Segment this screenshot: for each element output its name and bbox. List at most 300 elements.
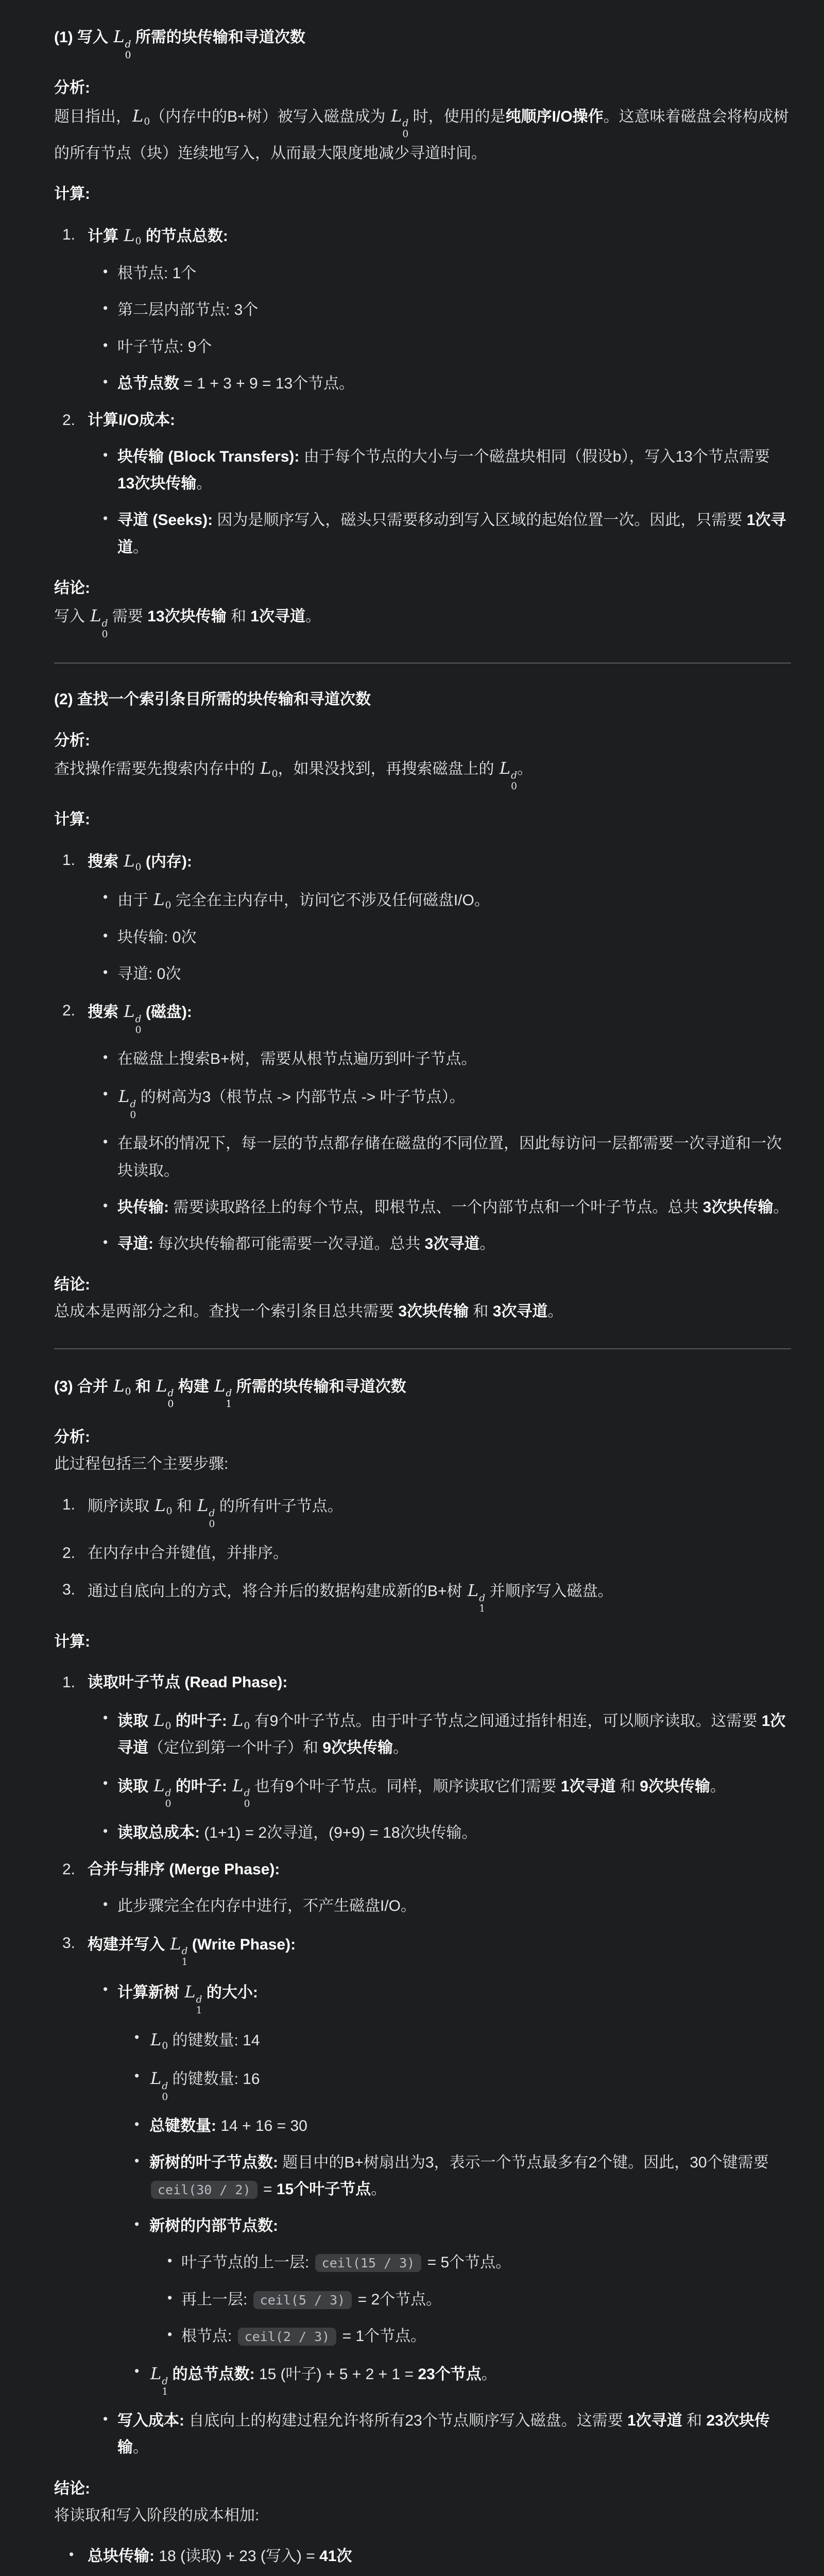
bold-text: 41次 (319, 2548, 352, 2565)
list-item (117, 2360, 791, 2398)
text-run: 此过程包括三个主要步骤: (54, 1455, 229, 1473)
list-number: 1. (62, 1674, 76, 1691)
math-subscript: 0 (165, 1799, 171, 1810)
math-subscript: 1 (196, 2005, 202, 2016)
math-base: L (124, 226, 135, 246)
text-run: 在内存中合并键值，并排序。 (88, 1544, 288, 1562)
list-item (117, 2113, 791, 2140)
bullet-list (88, 1893, 791, 1920)
bullet-icon: • (103, 889, 108, 905)
math-expression (183, 1981, 202, 2016)
bold-text: 计算: (54, 1633, 90, 1651)
bold-text: 计算: (54, 811, 90, 828)
list-item (54, 1540, 791, 1567)
math-subscript: 0 (135, 861, 142, 873)
text-run: 因为是顺序写入，磁头只需要移动到写入区域的起始位置一次。因此，只需要 (213, 512, 747, 529)
math-base: L (124, 1002, 135, 1022)
bold-text: 寻道: (117, 1235, 153, 1252)
bold-text: 1次寻道 (117, 1712, 786, 1757)
list-item-text (117, 265, 196, 282)
list-item (88, 1772, 791, 1810)
list-item-text (88, 1496, 343, 1530)
list-item (88, 1130, 791, 1184)
bold-text: 分析: (54, 1428, 90, 1446)
math-superscript: d (226, 1388, 232, 1399)
math-scripts (402, 118, 408, 140)
math-subscript: 0 (144, 116, 150, 127)
bold-text: 读取 (117, 1777, 153, 1795)
bullet-icon: • (103, 1896, 108, 1912)
math-subscript: 0 (162, 2040, 168, 2052)
text-run: 。 (371, 2180, 387, 2198)
bold-text: 的总节点数: (168, 2365, 255, 2383)
list-item-text (117, 338, 212, 355)
math-expression (152, 1710, 171, 1730)
bold-text: 15个叶子节点 (276, 2180, 371, 2198)
bold-text: 9次块传输 (640, 1777, 710, 1795)
paragraph (54, 1272, 791, 1325)
bold-text: 新树的叶子节点数: (149, 2154, 278, 2171)
text-run: = 2个节点。 (353, 2291, 442, 2308)
list-item (54, 1577, 791, 1615)
math-base: L (150, 2030, 162, 2050)
text-run: 由于 (117, 892, 153, 909)
list-item (88, 297, 791, 324)
math-scripts (181, 1946, 188, 1968)
math-superscript: d (402, 118, 409, 129)
math-expression (131, 106, 150, 126)
math-scripts (101, 619, 108, 640)
list-item-text (117, 1897, 416, 1914)
bold-text: 计算新树 (117, 1984, 184, 2001)
bold-text: 的大小: (202, 1984, 258, 2001)
text-run: 。 (133, 2439, 148, 2456)
bold-text: 计算 (88, 228, 123, 245)
text-run (227, 1778, 231, 1795)
list-item (88, 260, 791, 287)
math-scripts (196, 1995, 202, 2016)
list-item-text (117, 1199, 788, 1216)
text-run: (3) 合并 (54, 1378, 113, 1395)
text-run: 块传输: 0次 (117, 929, 197, 946)
list-item (117, 2213, 791, 2350)
math-expression (169, 1934, 188, 1968)
paragraph (54, 2476, 791, 2529)
text-run: 15 (叶子) + 5 + 2 + 1 = (254, 2365, 418, 2383)
math-superscript: d (511, 770, 518, 782)
bold-text: 9次块传输 (322, 1739, 393, 1757)
math-superscript: d (196, 1994, 202, 2005)
list-item-text (88, 1580, 613, 1615)
text-run: 写入 (54, 608, 90, 625)
math-superscript: d (479, 1592, 486, 1604)
math-base: L (113, 27, 125, 46)
list-item (88, 334, 791, 361)
math-subscript: 0 (244, 1799, 250, 1810)
math-scripts (129, 1099, 136, 1121)
text-run: 。 (773, 1198, 789, 1216)
ordered-list (54, 847, 791, 1258)
bullet-icon: • (134, 2216, 140, 2232)
math-subscript: 0 (166, 1506, 173, 1517)
list-item (149, 2286, 791, 2313)
math-subscript: 0 (165, 900, 171, 911)
list-number: 2. (62, 1544, 76, 1562)
math-base: L (113, 1376, 125, 1396)
math-subscript: 0 (511, 781, 517, 792)
math-superscript: d (125, 39, 131, 50)
text-run: = 1 + 3 + 9 = 13个节点。 (179, 375, 355, 392)
list-item-text (149, 2030, 260, 2052)
list-item-text (88, 1545, 288, 1562)
list-item (54, 997, 791, 1258)
list-item-text (117, 1981, 258, 2016)
math-base: L (184, 1981, 196, 2002)
paragraph (54, 1424, 791, 1478)
bullet-icon: • (103, 374, 108, 389)
math-superscript: d (162, 2080, 168, 2092)
math-base: L (118, 1087, 130, 1106)
math-subscript: 1 (479, 1603, 486, 1615)
list-item (149, 2249, 791, 2276)
list-item-text (149, 2154, 769, 2198)
text-run: 。 (710, 1777, 726, 1795)
bold-text: 3次寻道 (492, 1303, 548, 1320)
text-run: 第二层内部节点: 3个 (117, 301, 259, 319)
list-item (88, 886, 791, 914)
list-item-text (88, 1002, 192, 1036)
bullet-list (88, 1706, 791, 1847)
list-item-text (117, 1135, 782, 1179)
list-number: 1. (62, 1496, 76, 1514)
list-item-text (117, 1087, 465, 1121)
bold-text: 读取叶子节点 (Read Phase): (88, 1674, 288, 1691)
text-run (227, 1713, 231, 1730)
list-number: 1. (62, 852, 76, 869)
text-run: 总成本是两部分之和。查找一个索引条目总共需要 (54, 1303, 399, 1320)
text-run: 和 (226, 608, 251, 625)
math-expression (499, 758, 518, 792)
bold-text: 1次寻道 (117, 512, 786, 556)
text-run: 题目指出， (54, 108, 131, 125)
inline-code: ceil(30 / 2) (151, 2181, 258, 2199)
math-base: L (150, 2363, 162, 2383)
bullet-icon: • (103, 1709, 108, 1725)
bold-text: (内存): (141, 853, 192, 871)
math-scripts (167, 1388, 174, 1410)
list-item (88, 444, 791, 497)
ordered-list (54, 1492, 791, 1615)
bullet-icon: • (103, 1775, 108, 1791)
text-run: 的所有叶子节点。 (215, 1498, 343, 1515)
bullet-list (88, 260, 791, 397)
bullet-icon: • (167, 2326, 173, 2342)
text-run: 。 (481, 2365, 497, 2383)
text-run: 所需的块传输和寻道次数 (232, 1378, 406, 1395)
text-run: 。 (547, 1303, 563, 1320)
bold-text: (磁盘): (141, 1004, 192, 1021)
math-expression (390, 106, 409, 140)
list-item (54, 1492, 791, 1530)
math-superscript: d (167, 1388, 174, 1399)
bold-text: 结论: (54, 1276, 90, 1294)
text-run: 的键数量: 16 (168, 2071, 260, 2088)
text-run: 。这意味着磁盘会将构成树的所有节点（块）连续地写入，从而最大限度地减少寻道时间。 (54, 108, 789, 162)
list-item-text (117, 512, 786, 555)
text-run: 也有9个叶子节点。同样，顺序读取它们需要 (250, 1777, 561, 1795)
bold-text: 搜索 (88, 1004, 123, 1021)
text-run: （定位到第一个叶子）和 (148, 1739, 323, 1757)
list-item (117, 2026, 791, 2055)
bold-text: 纯顺序I/O操作 (505, 108, 604, 125)
math-expression (112, 1376, 131, 1396)
math-subscript: 0 (135, 236, 142, 247)
math-scripts (478, 1594, 485, 1615)
bold-text: 23个节点 (418, 2365, 482, 2383)
math-subscript: 0 (125, 1386, 131, 1397)
math-base: L (260, 758, 271, 778)
bullet-icon: • (103, 1134, 108, 1150)
text-run: 和 (172, 1498, 197, 1515)
list-item (54, 1930, 791, 2462)
bullet-icon: • (103, 928, 108, 944)
text-run: （内存中的B+树）被写入磁盘成为 (150, 108, 390, 125)
list-item-text (181, 2254, 511, 2271)
list-item-text (88, 228, 228, 245)
math-base: L (391, 106, 402, 126)
bullet-list (88, 1046, 791, 1258)
list-item (117, 2064, 791, 2103)
bullet-icon: • (103, 1086, 108, 1101)
text-run: 将读取和写入阶段的成本相加: (54, 2506, 260, 2524)
text-run: 。 (133, 538, 148, 556)
bold-text: 寻道 (Seeks): (117, 512, 213, 529)
math-expression (231, 1710, 250, 1730)
list-item-text (149, 2117, 307, 2134)
list-number: 2. (62, 1002, 76, 1020)
list-item-text (149, 2217, 278, 2234)
bold-text: 23次块传输 (117, 2412, 770, 2456)
list-item-text (117, 301, 258, 318)
section-heading (54, 23, 791, 61)
math-base: L (467, 1580, 479, 1600)
math-subscript: 0 (244, 1720, 250, 1732)
math-superscript: d (135, 1014, 142, 1025)
math-subscript: 0 (271, 768, 278, 779)
math-superscript: d (165, 1788, 171, 1799)
bold-text: 总节点数 (117, 375, 179, 392)
math-base: L (90, 606, 101, 626)
divider (54, 663, 791, 664)
text-run: 构建 (174, 1378, 214, 1395)
list-item-text (181, 2291, 441, 2308)
bold-text: 读取总成本: (117, 1824, 200, 1842)
bold-text: 总块传输: (88, 2548, 154, 2565)
bold-text: 13次块传输 (147, 608, 227, 625)
math-expression (149, 2363, 168, 2398)
inline-code: ceil(5 / 3) (253, 2291, 352, 2309)
bullet-icon: • (103, 1823, 108, 1839)
paragraph (54, 806, 791, 833)
text-run: 在最坏的情况下，每一层的节点都存储在磁盘的不同位置，因此每访问一层都需要一次寻道和一次块读取。 (117, 1135, 782, 1179)
list-item (149, 2323, 791, 2350)
math-expression (213, 1376, 232, 1410)
list-item-text (88, 1861, 280, 1878)
bold-text: 的节点总数: (141, 228, 228, 245)
math-expression (152, 1775, 171, 1810)
list-item-text (117, 1824, 477, 1841)
list-item (54, 847, 791, 988)
list-number: 1. (62, 226, 76, 244)
bold-text: 的叶子: (171, 1777, 227, 1795)
text-run: 时，使用的是 (408, 108, 506, 125)
bold-text: 搜索 (88, 853, 123, 871)
math-subscript: 0 (125, 49, 131, 61)
math-expression (149, 2069, 168, 2103)
bullet-icon: • (134, 2363, 140, 2379)
text-run: 。 (196, 475, 212, 493)
bold-text: 结论: (54, 2480, 90, 2497)
list-item-text (117, 1050, 477, 1067)
list-number: 2. (62, 1861, 76, 1878)
math-base: L (150, 2069, 162, 2089)
list-item (88, 1082, 791, 1121)
text-run: 此步骤完全在内存中进行，不产生磁盘I/O。 (117, 1897, 417, 1915)
math-base: L (170, 1934, 181, 1954)
text-run: 顺序读取 (88, 1498, 154, 1515)
list-item-text (117, 1710, 786, 1757)
list-item-text (117, 2412, 770, 2456)
math-superscript: d (130, 1098, 136, 1110)
math-base: L (153, 890, 165, 910)
bullet-icon: • (69, 2547, 74, 2563)
text-run: 和 (615, 1777, 640, 1795)
list-item (88, 961, 791, 988)
text-run: 寻道: 0次 (117, 965, 181, 983)
bullet-icon: • (103, 447, 108, 463)
paragraph (54, 181, 791, 208)
list-number: 2. (62, 411, 76, 429)
text-run: 有9个叶子节点。由于叶子节点之间通过指针相连，可以顺序读取。这需要 (250, 1712, 762, 1730)
text-run: = 5个节点。 (423, 2254, 511, 2272)
math-superscript: d (181, 1946, 188, 1957)
text-run: 题目中的B+树扇出为3，表示一个节点最多有2个键。因此，30个键需要 (278, 2154, 769, 2171)
math-base: L (232, 1710, 244, 1730)
text-run: (1) 写入 (54, 29, 113, 46)
math-scripts (161, 2377, 168, 2398)
text-run: ，如果没找到，再搜索磁盘上的 (278, 760, 499, 777)
math-subscript: 0 (135, 1024, 142, 1036)
math-expression (259, 758, 278, 778)
math-base: L (499, 758, 511, 778)
math-superscript: d (162, 2376, 168, 2387)
text-run: 由于每个节点的大小与一个磁盘块相同（假设b），写入13个节点需要 (299, 448, 770, 466)
math-scripts (225, 1388, 232, 1410)
math-expression (196, 1496, 215, 1530)
divider (54, 1348, 791, 1349)
bullet-icon: • (134, 2029, 140, 2045)
list-item-text (117, 375, 354, 392)
bold-text: 3次寻道 (424, 1235, 480, 1252)
math-subscript: 0 (167, 1399, 174, 1410)
text-run: 叶子节点: 9个 (117, 338, 212, 355)
bold-text: 合并与排序 (Merge Phase): (88, 1861, 280, 1878)
math-expression (89, 606, 108, 640)
list-item-text (117, 448, 770, 492)
list-item (54, 1856, 791, 1920)
section-heading (54, 686, 791, 713)
text-run: 根节点: 1个 (117, 265, 197, 282)
math-scripts (125, 40, 131, 61)
math-scripts (208, 1509, 215, 1530)
math-expression (123, 851, 141, 871)
bullet-icon: • (103, 511, 108, 527)
list-item (88, 370, 791, 397)
text-run: 查找操作需要先搜索内存中的 (54, 760, 260, 777)
math-subscript: 0 (162, 2091, 168, 2103)
text-run: 和 (469, 1303, 493, 1320)
ordered-list (54, 222, 791, 561)
list-item (88, 1978, 791, 2398)
bullet-list (54, 2543, 791, 2576)
text-run: (2) 查找一个索引条目所需的块传输和寻道次数 (54, 691, 371, 708)
math-scripts (165, 1788, 171, 1810)
list-item (88, 1893, 791, 1920)
bullet-icon: • (103, 337, 108, 353)
bold-text: 读取 (117, 1712, 153, 1730)
math-scripts (244, 1788, 250, 1810)
text-run: 。 (479, 1235, 495, 1252)
text-run: 和 (131, 1378, 156, 1395)
paragraph (54, 1629, 791, 1655)
bullet-list (88, 444, 791, 561)
bold-text: 的叶子: (171, 1712, 227, 1730)
text-run: 的键数量: 14 (168, 2032, 260, 2049)
list-item (54, 1669, 791, 1846)
list-item-text (117, 892, 490, 909)
bullet-list (149, 2249, 791, 2350)
math-superscript: d (244, 1788, 250, 1799)
bullet-icon: • (167, 2253, 173, 2269)
list-item (88, 1820, 791, 1846)
list-item-text (117, 929, 196, 946)
bold-text: 3次块传输 (702, 1198, 774, 1216)
text-run: 。 (305, 608, 321, 625)
list-number: 3. (62, 1934, 76, 1952)
bold-text: 1次寻道 (560, 1777, 616, 1795)
math-expression (155, 1376, 174, 1410)
list-item (88, 924, 791, 951)
math-expression (149, 2030, 168, 2052)
math-base: L (132, 106, 144, 126)
math-expression (231, 1775, 250, 1810)
inline-code: ceil(2 / 3) (238, 2328, 337, 2346)
bullet-list (88, 886, 791, 988)
bullet-icon: • (103, 1981, 108, 1997)
bold-text: 1次寻道 (250, 608, 305, 625)
list-item (54, 2543, 791, 2570)
bold-text: 写入成本: (117, 2412, 184, 2430)
text-run: 需要读取路径上的每个节点，即根节点、一个内部节点和一个叶子节点。总共 (169, 1198, 703, 1216)
text-run: 并顺序写入磁盘。 (485, 1582, 613, 1600)
bold-text: 构建并写入 (88, 1936, 169, 1953)
bold-text: 分析: (54, 732, 90, 749)
math-subscript: 1 (226, 1399, 232, 1410)
text-run: 自底向上的构建过程允许将所有23个节点顺序写入磁盘。这需要 (184, 2412, 628, 2430)
math-base: L (156, 1376, 167, 1396)
text-run: = (259, 2180, 277, 2198)
list-number: 3. (62, 1581, 76, 1598)
